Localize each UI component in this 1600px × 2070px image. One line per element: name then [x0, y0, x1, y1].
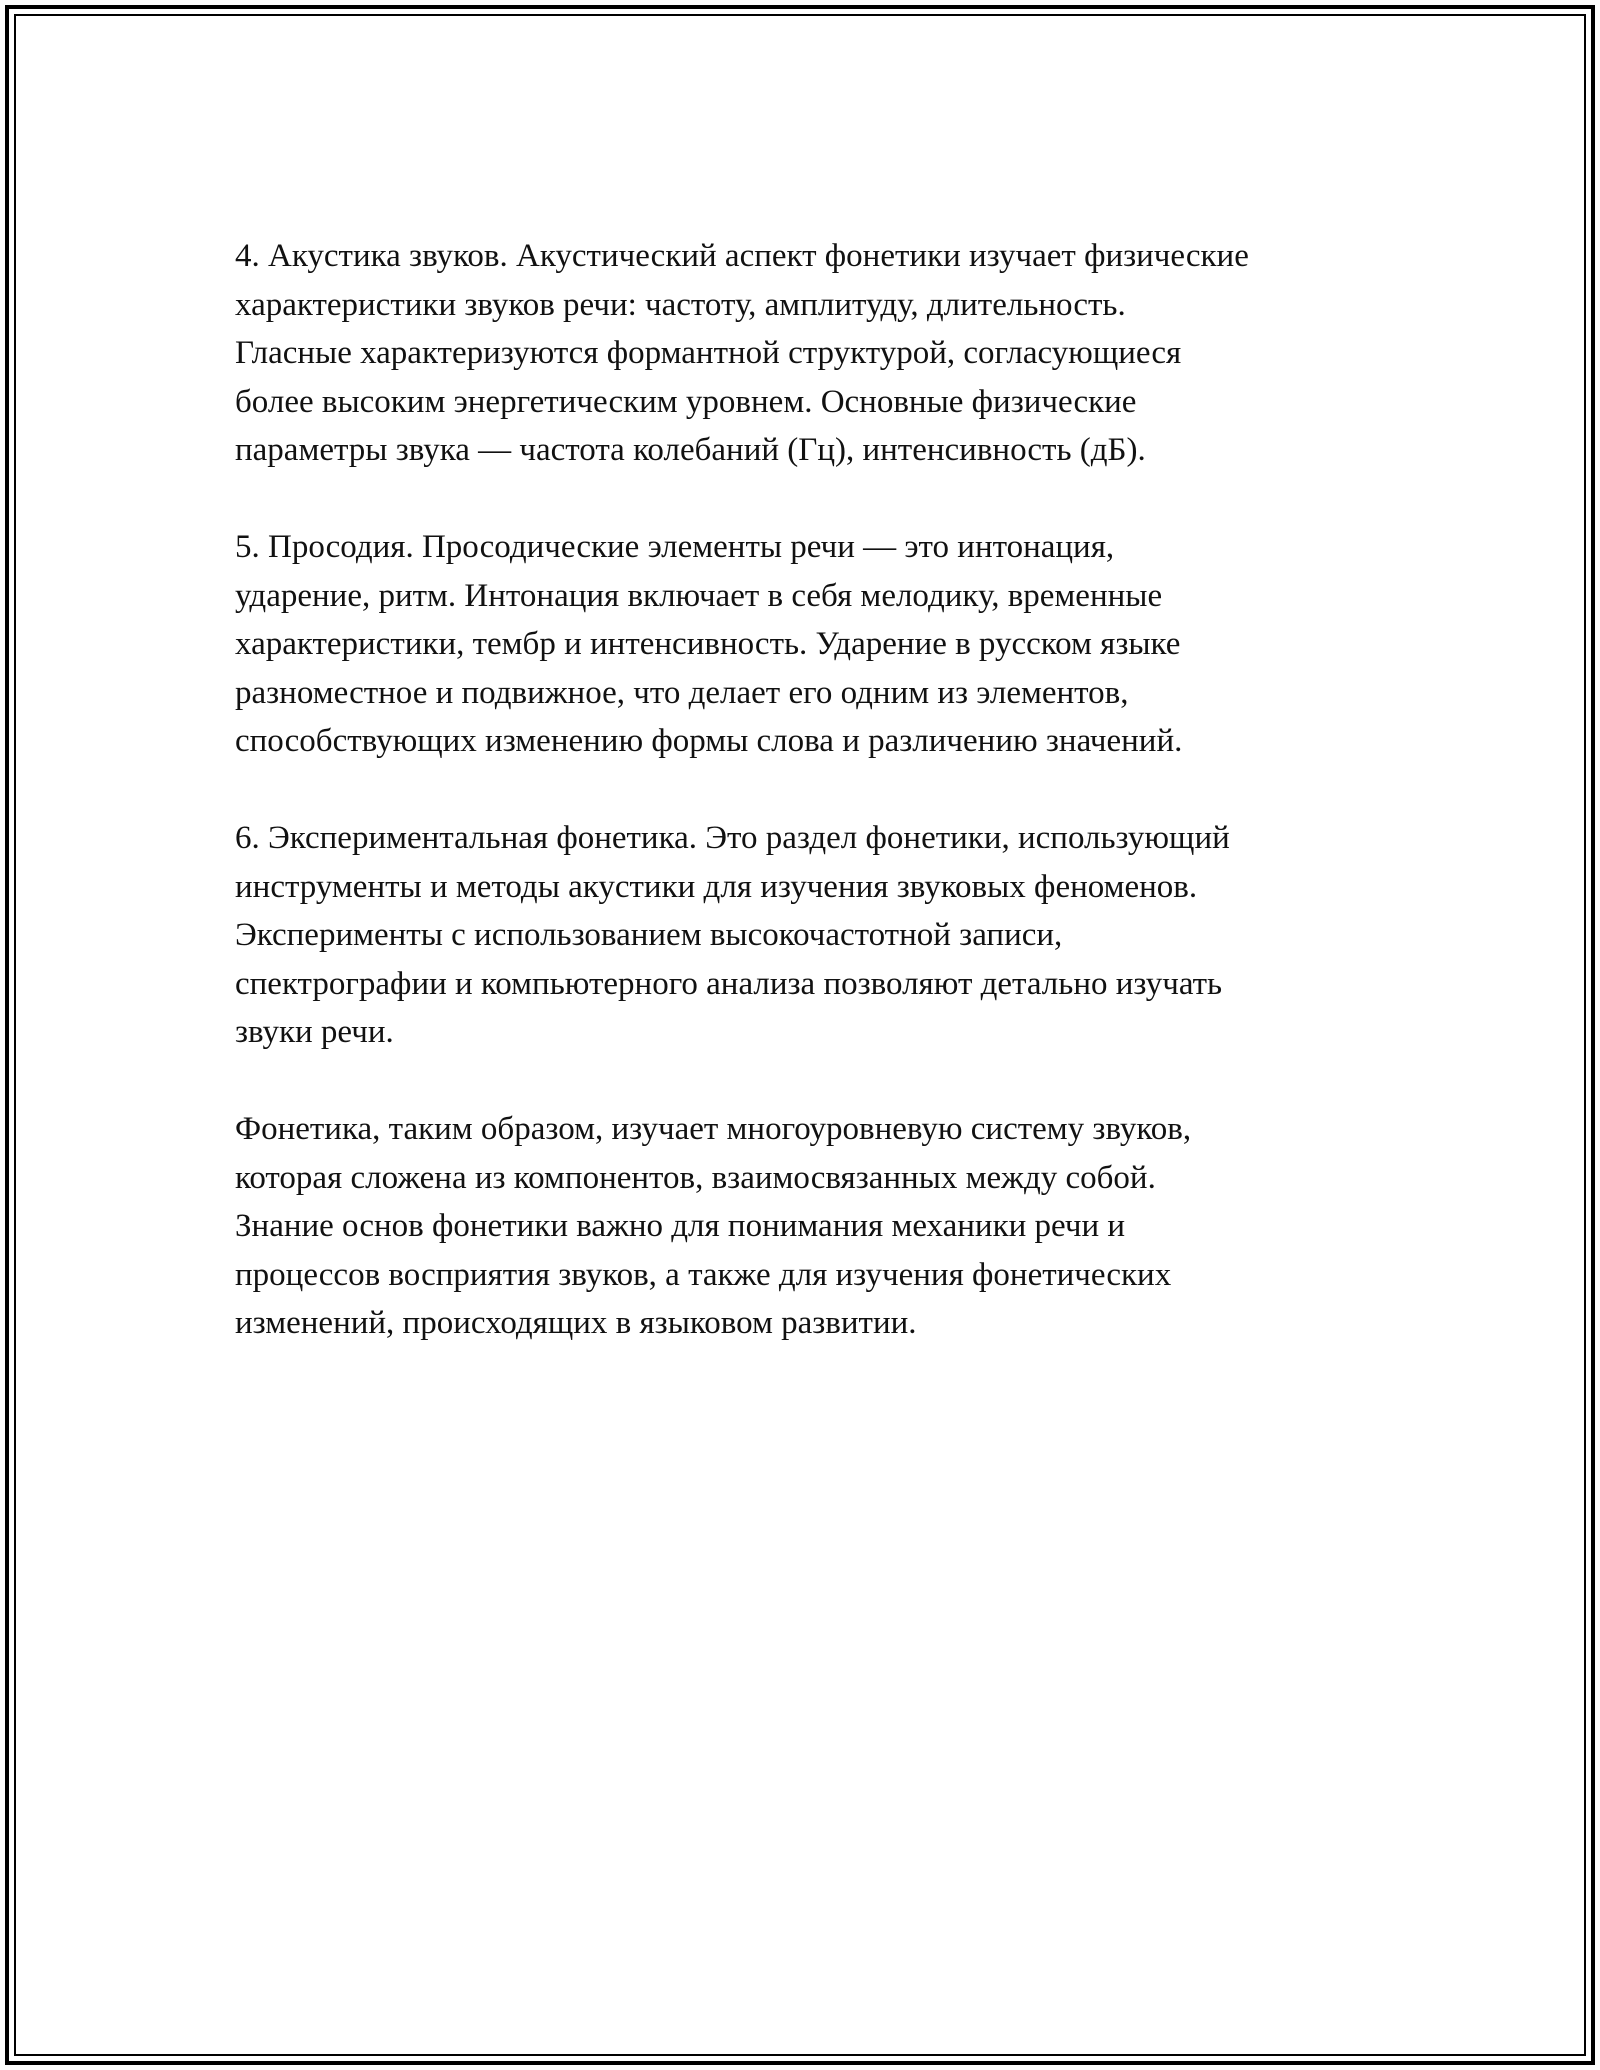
text-line: инструменты и методы акустики для изучения звуковых феноменов.: [235, 868, 1198, 905]
text-line: параметры звука — частота колебаний (Гц), интенсивность (дБ).: [235, 432, 1146, 468]
text-line: характеристики звуков речи: частоту, амплитуду, длительность.: [235, 286, 1126, 323]
paragraph-prosody: [235, 523, 1395, 766]
text-line: способствующих изменению формы слова и различению значений.: [235, 723, 1183, 759]
text-line: 5. Просодия. Просодические элементы речи — это интонация,: [235, 529, 1115, 565]
text-line: которая сложена из компонентов, взаимосвязанных между собой.: [235, 1159, 1156, 1196]
text-line: Эксперименты с использованием высокочастотной записи,: [235, 917, 1063, 953]
text-line: спектрографии и компьютерного анализа позволяют детально изучать: [235, 965, 1223, 1002]
text-line: ударение, ритм. Интонация включает в себя мелодику, временные: [235, 577, 1163, 614]
text-line: Гласные характеризуются формантной структурой, согласующиеся: [235, 335, 1182, 371]
document-body: [235, 232, 1395, 1396]
text-line: более высоким энергетическим уровнем. Основные физические: [235, 383, 1137, 420]
text-line: 4. Акустика звуков. Акустический аспект фонетики изучает физические: [235, 238, 1249, 274]
text-line: Фонетика, таким образом, изучает многоуровневую систему звуков,: [235, 1111, 1192, 1147]
text-line: разноместное и подвижное, что делает его одним из элементов,: [235, 674, 1129, 711]
paragraph-conclusion: [235, 1105, 1395, 1348]
text-line: Знание основ фонетики важно для понимания механики речи и: [235, 1208, 1126, 1244]
paragraph-experimental-phonetics: [235, 814, 1395, 1057]
text-line: процессов восприятия звуков, а также для изучения фонетических: [235, 1256, 1172, 1293]
text-line: изменений, происходящих в языковом развитии.: [235, 1305, 917, 1341]
text-line: характеристики, тембр и интенсивность. Ударение в русском языке: [235, 626, 1181, 662]
paragraph-acoustics: [235, 232, 1395, 475]
text-line: звуки речи.: [235, 1014, 394, 1050]
text-line: 6. Экспериментальная фонетика. Это раздел фонетики, использующий: [235, 820, 1230, 856]
